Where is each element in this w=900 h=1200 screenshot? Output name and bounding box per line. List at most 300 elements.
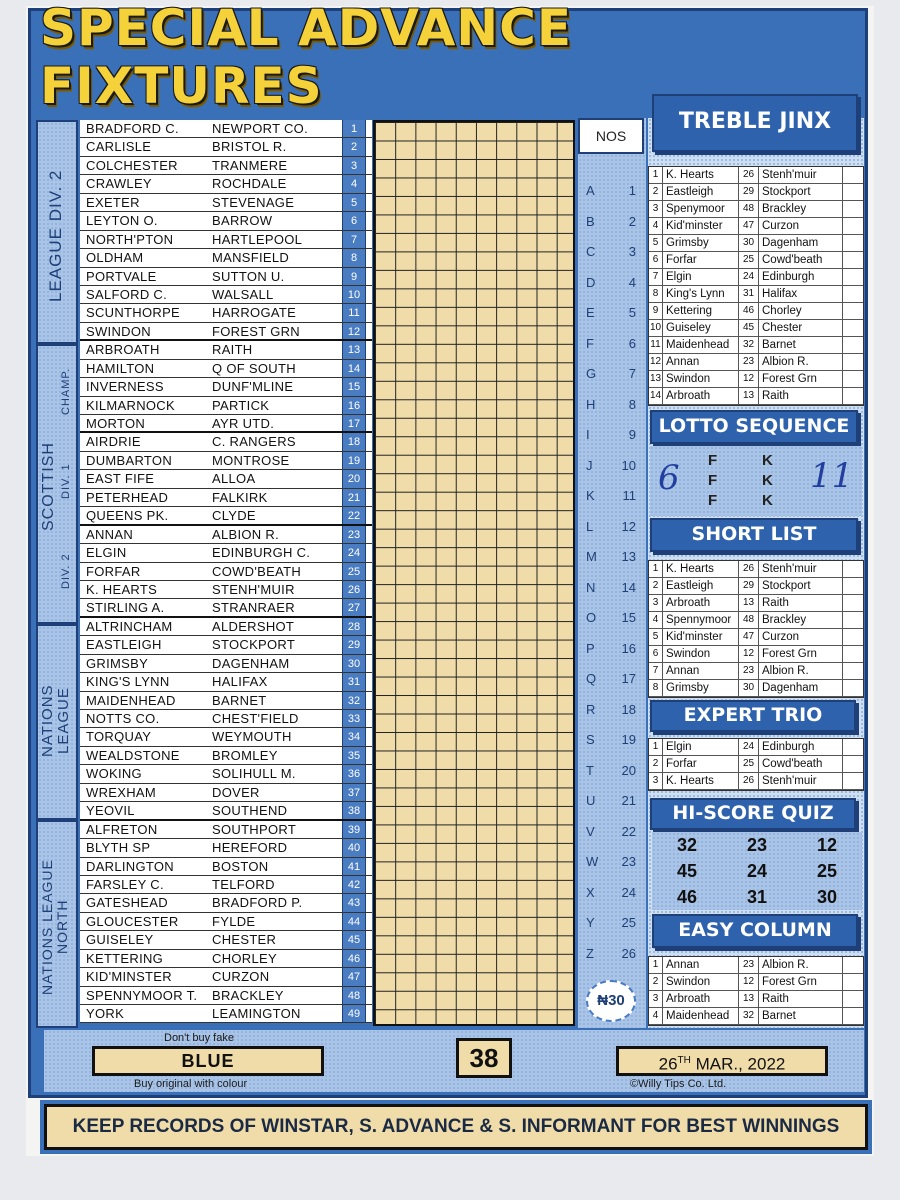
- section-label-champ: CHAMP.: [60, 367, 72, 415]
- home-team: FARSLEY C.: [86, 876, 164, 892]
- fixture-row: [80, 249, 372, 267]
- away-team: CHEST'FIELD: [212, 711, 299, 726]
- away-team: Chester: [759, 320, 843, 336]
- home-team: K. Hearts: [663, 167, 739, 183]
- pair-number: 26: [739, 167, 759, 183]
- home-team: STIRLING A.: [86, 600, 165, 616]
- section-scottish: [36, 344, 78, 624]
- home-team: CRAWLEY: [86, 176, 152, 192]
- nos-letter: N: [586, 579, 596, 595]
- section-label-div2: DIV. 2: [60, 553, 72, 589]
- row-number: 9: [649, 303, 663, 319]
- away-team: STEVENAGE: [212, 194, 295, 210]
- fixture-number: 27: [342, 599, 366, 615]
- away-team: Albion R.: [759, 663, 843, 679]
- away-team: Halifax: [759, 286, 843, 302]
- home-team: GUISELEY: [86, 932, 154, 948]
- treble-jinx-table: [648, 166, 864, 406]
- row-number: 8: [649, 286, 663, 302]
- fixture-row: [80, 378, 372, 396]
- fixture-number: 42: [342, 876, 366, 893]
- home-team: Elgin: [663, 269, 739, 285]
- pair-number: 30: [739, 235, 759, 251]
- nos-letter: X: [586, 884, 595, 900]
- fixture-number: 26: [342, 581, 366, 598]
- section-league-div2: [36, 120, 78, 344]
- away-team: Albion R.: [759, 957, 843, 973]
- section-label-div1: DIV. 1: [60, 463, 72, 499]
- home-team: GLOUCESTER: [86, 913, 179, 929]
- fixture-row: [80, 802, 372, 820]
- pair-number: 23: [739, 354, 759, 370]
- fixture-row: [80, 581, 372, 599]
- fixture-row: [80, 618, 372, 636]
- quiz-number: 45: [676, 861, 698, 881]
- home-team: Kid'minster: [663, 629, 739, 645]
- fixture-number: 37: [342, 784, 366, 801]
- row-number: 3: [649, 201, 663, 217]
- fixture-number: 8: [342, 249, 366, 266]
- pair-number: 12: [739, 646, 759, 662]
- price-badge: ₦30: [586, 980, 636, 1022]
- handwritten-number-left: 6: [658, 458, 680, 498]
- table-row: [649, 337, 863, 354]
- away-team: Forest Grn: [759, 974, 843, 990]
- fixture-number: 4: [342, 175, 366, 192]
- home-team: GATESHEAD: [86, 895, 168, 911]
- pair-number: 13: [739, 595, 759, 611]
- pair-number: 47: [739, 218, 759, 234]
- home-team: KID'MINSTER: [86, 969, 172, 985]
- expert-trio-heading: EXPERT TRIO: [650, 700, 856, 732]
- away-team: STRANRAER: [212, 600, 295, 616]
- away-team: HARROGATE: [212, 305, 297, 321]
- table-row: [649, 252, 863, 269]
- fixture-row: [80, 323, 372, 341]
- fixture-number: 14: [342, 360, 366, 377]
- fixture-number: 32: [342, 692, 366, 709]
- away-team: Curzon: [759, 629, 843, 645]
- nos-row: [578, 237, 644, 267]
- table-row: [649, 388, 863, 405]
- row-number: 3: [649, 991, 663, 1007]
- table-row: [649, 286, 863, 303]
- away-team: MONTROSE: [212, 452, 290, 468]
- table-row: [649, 773, 863, 790]
- fixture-number: 3: [342, 157, 366, 174]
- row-number: 3: [649, 595, 663, 611]
- nos-number: 9: [628, 427, 636, 442]
- table-row: [649, 756, 863, 773]
- away-team: Chorley: [759, 303, 843, 319]
- pair-number: 46: [739, 303, 759, 319]
- fixture-number: 43: [342, 894, 366, 911]
- fixture-row: [80, 747, 372, 765]
- fixture-number: 46: [342, 950, 366, 967]
- row-number: 4: [649, 612, 663, 628]
- nos-letter: A: [586, 183, 595, 198]
- away-team: BARROW: [212, 213, 273, 229]
- home-team: Forfar: [663, 252, 739, 268]
- fixture-row: [80, 599, 372, 617]
- nos-letter: J: [586, 457, 593, 473]
- fixture-row: [80, 784, 372, 802]
- fixture-row: [80, 894, 372, 912]
- fixture-number: 34: [342, 728, 366, 745]
- blank-cell: [843, 303, 863, 319]
- nos-letter: B: [586, 213, 595, 229]
- away-team: Brackley: [759, 612, 843, 628]
- home-team: Swindon: [663, 371, 739, 387]
- fixture-row: [80, 710, 372, 728]
- home-team: SPENNYMOOR T.: [86, 987, 198, 1003]
- pair-number: 12: [739, 371, 759, 387]
- row-number: 4: [649, 1008, 663, 1024]
- pair-number: 12: [739, 974, 759, 990]
- row-number: 11: [649, 337, 663, 353]
- nos-row: [578, 573, 644, 603]
- blank-cell: [843, 773, 863, 789]
- quiz-number: 46: [676, 887, 698, 907]
- pair-number: 23: [739, 957, 759, 973]
- row-number: 12: [649, 354, 663, 370]
- fixture-number: 44: [342, 913, 366, 930]
- table-row: [649, 680, 863, 697]
- away-team: SOUTHEND: [212, 803, 288, 819]
- home-team: WOKING: [86, 766, 142, 782]
- table-row: [649, 184, 863, 201]
- home-team: ALFRETON: [86, 821, 158, 837]
- nos-row: [578, 847, 644, 877]
- away-team: MANSFIELD: [212, 250, 290, 266]
- fixture-row: [80, 120, 372, 138]
- fixture-number: 49: [342, 1005, 366, 1022]
- fixture-number: 30: [342, 655, 366, 672]
- away-team: COWD'BEATH: [212, 563, 302, 579]
- blank-cell: [843, 663, 863, 679]
- table-row: [649, 201, 863, 218]
- away-team: Q OF SOUTH: [212, 360, 296, 376]
- fixture-row: [80, 397, 372, 415]
- away-team: HARTLEPOOL: [212, 231, 303, 247]
- away-team: NEWPORT CO.: [212, 121, 308, 136]
- fixture-row: [80, 304, 372, 322]
- section-nations-league-north: [36, 820, 78, 1028]
- nos-row: [578, 634, 644, 664]
- table-row: [649, 991, 863, 1008]
- home-team: Maidenhead: [663, 1008, 739, 1024]
- lotto-cell: K: [762, 492, 773, 509]
- nos-number: 16: [621, 640, 636, 656]
- nos-letter: K: [586, 488, 595, 503]
- fixture-row: [80, 507, 372, 525]
- blank-cell: [843, 167, 863, 183]
- hi-score-quiz-heading: HI-SCORE QUIZ: [650, 798, 856, 830]
- nos-number: 5: [628, 305, 636, 320]
- home-team: ANNAN: [86, 526, 134, 542]
- away-team: TELFORD: [212, 876, 275, 892]
- table-row: [649, 739, 863, 756]
- table-row: [649, 167, 863, 184]
- fixture-row: [80, 839, 372, 857]
- fixtures-list: [80, 120, 372, 1023]
- expert-trio-table: [648, 738, 864, 791]
- fixture-number: 28: [342, 618, 366, 635]
- fixture-number: 15: [342, 378, 366, 395]
- pair-number: 24: [739, 739, 759, 755]
- nos-row: [578, 939, 644, 969]
- fixture-row: [80, 655, 372, 673]
- away-team: Dagenham: [759, 680, 843, 696]
- blank-cell: [843, 354, 863, 370]
- lotto-sequence-box: [650, 446, 862, 516]
- nos-number: 25: [621, 915, 636, 930]
- row-number: 7: [649, 663, 663, 679]
- home-team: GRIMSBY: [86, 655, 149, 671]
- fixture-row: [80, 452, 372, 470]
- table-row: [649, 663, 863, 680]
- fixture-row: [80, 138, 372, 156]
- away-team: Edinburgh: [759, 269, 843, 285]
- away-team: RAITH: [212, 342, 253, 358]
- nos-row: [578, 481, 644, 511]
- pair-number: 23: [739, 663, 759, 679]
- row-number: 5: [649, 235, 663, 251]
- blank-cell: [843, 646, 863, 662]
- blank-cell: [843, 235, 863, 251]
- home-team: NORTH'PTON: [86, 231, 174, 247]
- nos-header: NOS: [578, 118, 644, 154]
- home-team: EAST FIFE: [86, 471, 155, 487]
- home-team: Forfar: [663, 756, 739, 772]
- nos-number: 24: [621, 884, 636, 900]
- fixture-row: [80, 563, 372, 581]
- home-team: ALTRINCHAM: [86, 618, 173, 634]
- quiz-number: 23: [746, 835, 768, 855]
- home-team: YEOVIL: [86, 803, 135, 819]
- fixture-row: [80, 1005, 372, 1023]
- fixture-row: [80, 212, 372, 230]
- nos-number: 23: [621, 854, 636, 869]
- fixture-number: 7: [342, 231, 366, 248]
- pair-number: 25: [739, 252, 759, 268]
- fixture-number: 39: [342, 821, 366, 838]
- pair-number: 25: [739, 756, 759, 772]
- fixture-row: [80, 194, 372, 212]
- home-team: KILMARNOCK: [86, 397, 175, 413]
- fixture-number: 12: [342, 323, 366, 339]
- fixture-number: 33: [342, 710, 366, 727]
- blank-cell: [843, 756, 863, 772]
- home-team: Annan: [663, 957, 739, 973]
- away-team: Curzon: [759, 218, 843, 234]
- nos-row: [578, 268, 644, 298]
- away-team: BARNET: [212, 692, 267, 708]
- table-row: [649, 561, 863, 578]
- fixture-row: [80, 544, 372, 562]
- nos-number: 13: [621, 549, 636, 564]
- away-team: Stockport: [759, 578, 843, 594]
- fixture-row: [80, 415, 372, 433]
- fixture-row: [80, 157, 372, 175]
- nos-number: 3: [628, 244, 636, 259]
- nos-number: 15: [621, 610, 636, 625]
- blank-cell: [843, 201, 863, 217]
- home-team: King's Lynn: [663, 286, 739, 302]
- home-team: KING'S LYNN: [86, 674, 170, 690]
- nos-letter: M: [586, 549, 597, 564]
- fixture-row: [80, 950, 372, 968]
- row-number: 2: [649, 974, 663, 990]
- home-team: WEALDSTONE: [86, 747, 180, 763]
- blank-cell: [843, 1008, 863, 1024]
- away-team: Albion R.: [759, 354, 843, 370]
- home-team: Eastleigh: [663, 578, 739, 594]
- buy-original-note: Buy original with colour: [134, 1078, 248, 1090]
- nos-letter: E: [586, 305, 595, 320]
- away-team: Stenh'muir: [759, 773, 843, 789]
- home-team: TORQUAY: [86, 729, 152, 745]
- nos-number: 26: [621, 945, 636, 961]
- nos-letter: H: [586, 396, 596, 412]
- marking-grid[interactable]: [373, 120, 575, 1026]
- footer-banner: KEEP RECORDS OF WINSTAR, S. ADVANCE & S. INFORMANT FOR BEST WINNINGS: [44, 1104, 868, 1150]
- table-row: [649, 269, 863, 286]
- home-team: ARBROATH: [86, 342, 160, 358]
- home-team: DUMBARTON: [86, 452, 173, 468]
- fixture-row: [80, 765, 372, 783]
- nos-row: [578, 390, 644, 420]
- pair-number: 13: [739, 991, 759, 1007]
- home-team: ELGIN: [86, 545, 127, 561]
- pair-number: 26: [739, 773, 759, 789]
- fixture-row: [80, 526, 372, 544]
- away-team: LEAMINGTON: [212, 1006, 301, 1021]
- fixture-number: 29: [342, 636, 366, 653]
- fixture-row: [80, 341, 372, 359]
- issue-date: [616, 1046, 828, 1076]
- table-row: [649, 303, 863, 320]
- blank-cell: [843, 991, 863, 1007]
- fixture-number: 31: [342, 673, 366, 690]
- home-team: Arbroath: [663, 595, 739, 611]
- section-label-scottish: SCOTTISH: [40, 442, 57, 532]
- away-team: C. RANGERS: [212, 434, 296, 450]
- quiz-number: 24: [746, 861, 768, 881]
- nos-row: [578, 329, 644, 359]
- away-team: BRISTOL R.: [212, 139, 287, 155]
- pair-number: 48: [739, 201, 759, 217]
- away-team: Forest Grn: [759, 646, 843, 662]
- quiz-number: 32: [676, 835, 698, 855]
- home-team: NOTTS CO.: [86, 711, 160, 726]
- pair-number: 26: [739, 561, 759, 577]
- away-team: SOLIHULL M.: [212, 766, 296, 782]
- table-row: [649, 957, 863, 974]
- nos-letter: V: [586, 823, 595, 839]
- nos-number: 4: [628, 274, 636, 290]
- lotto-cell: F: [708, 492, 718, 509]
- table-row: [649, 371, 863, 388]
- row-number: 10: [649, 320, 663, 336]
- home-team: K. Hearts: [663, 561, 739, 577]
- home-team: Swindon: [663, 646, 739, 662]
- away-team: Barnet: [759, 1008, 843, 1024]
- nos-number: 10: [621, 457, 636, 473]
- home-team: MORTON: [86, 416, 146, 431]
- away-team: CHORLEY: [212, 950, 277, 966]
- home-team: Annan: [663, 354, 739, 370]
- row-number: 7: [649, 269, 663, 285]
- nos-letter: P: [586, 640, 595, 656]
- fixture-number: 5: [342, 194, 366, 211]
- fixture-number: 6: [342, 212, 366, 229]
- away-team: CHESTER: [212, 932, 277, 948]
- home-team: FORFAR: [86, 563, 141, 579]
- fixture-number: 21: [342, 489, 366, 506]
- row-number: 1: [649, 739, 663, 755]
- away-team: DUNF'MLINE: [212, 379, 294, 395]
- pair-number: 29: [739, 578, 759, 594]
- fixture-number: 20: [342, 470, 366, 487]
- home-team: YORK: [86, 1006, 125, 1021]
- row-number: 3: [649, 773, 663, 789]
- nos-row: [578, 908, 644, 938]
- blank-cell: [843, 371, 863, 387]
- nos-letter: Y: [586, 915, 595, 930]
- section-label-nations-league-north: NATIONS LEAGUE NORTH: [39, 859, 70, 995]
- issue-number: 38: [456, 1038, 512, 1078]
- fixture-row: [80, 673, 372, 691]
- nos-column: [578, 118, 644, 1028]
- home-team: SCUNTHORPE: [86, 305, 181, 321]
- fixture-number: 45: [342, 931, 366, 948]
- nos-number: 18: [621, 701, 636, 717]
- nos-number: 6: [628, 335, 636, 351]
- nos-letter: S: [586, 732, 595, 747]
- nos-row: [578, 756, 644, 786]
- fixture-number: 17: [342, 415, 366, 431]
- table-row: [649, 320, 863, 337]
- home-team: HAMILTON: [86, 360, 155, 376]
- row-number: 13: [649, 371, 663, 387]
- fixture-row: [80, 470, 372, 488]
- nos-row: [578, 451, 644, 481]
- nos-letter: I: [586, 427, 590, 442]
- blank-cell: [843, 252, 863, 268]
- nos-letter: Q: [586, 671, 597, 686]
- lotto-cell: F: [708, 452, 718, 469]
- home-team: Grimsby: [663, 235, 739, 251]
- nos-number: 17: [621, 671, 636, 686]
- nos-letter: O: [586, 610, 597, 625]
- row-number: 2: [649, 756, 663, 772]
- home-team: INVERNESS: [86, 379, 164, 395]
- fixture-number: 10: [342, 286, 366, 303]
- home-team: Kid'minster: [663, 218, 739, 234]
- fixture-number: 22: [342, 507, 366, 523]
- section-label-league-div2: LEAGUE DIV. 2: [46, 169, 65, 303]
- blank-cell: [843, 612, 863, 628]
- away-team: Cowd'beath: [759, 252, 843, 268]
- blank-cell: [843, 595, 863, 611]
- home-team: OLDHAM: [86, 250, 144, 266]
- fixture-number: 24: [342, 544, 366, 561]
- handwritten-number-right: 11: [810, 456, 854, 496]
- fixture-row: [80, 175, 372, 193]
- blank-cell: [843, 578, 863, 594]
- table-row: [649, 235, 863, 252]
